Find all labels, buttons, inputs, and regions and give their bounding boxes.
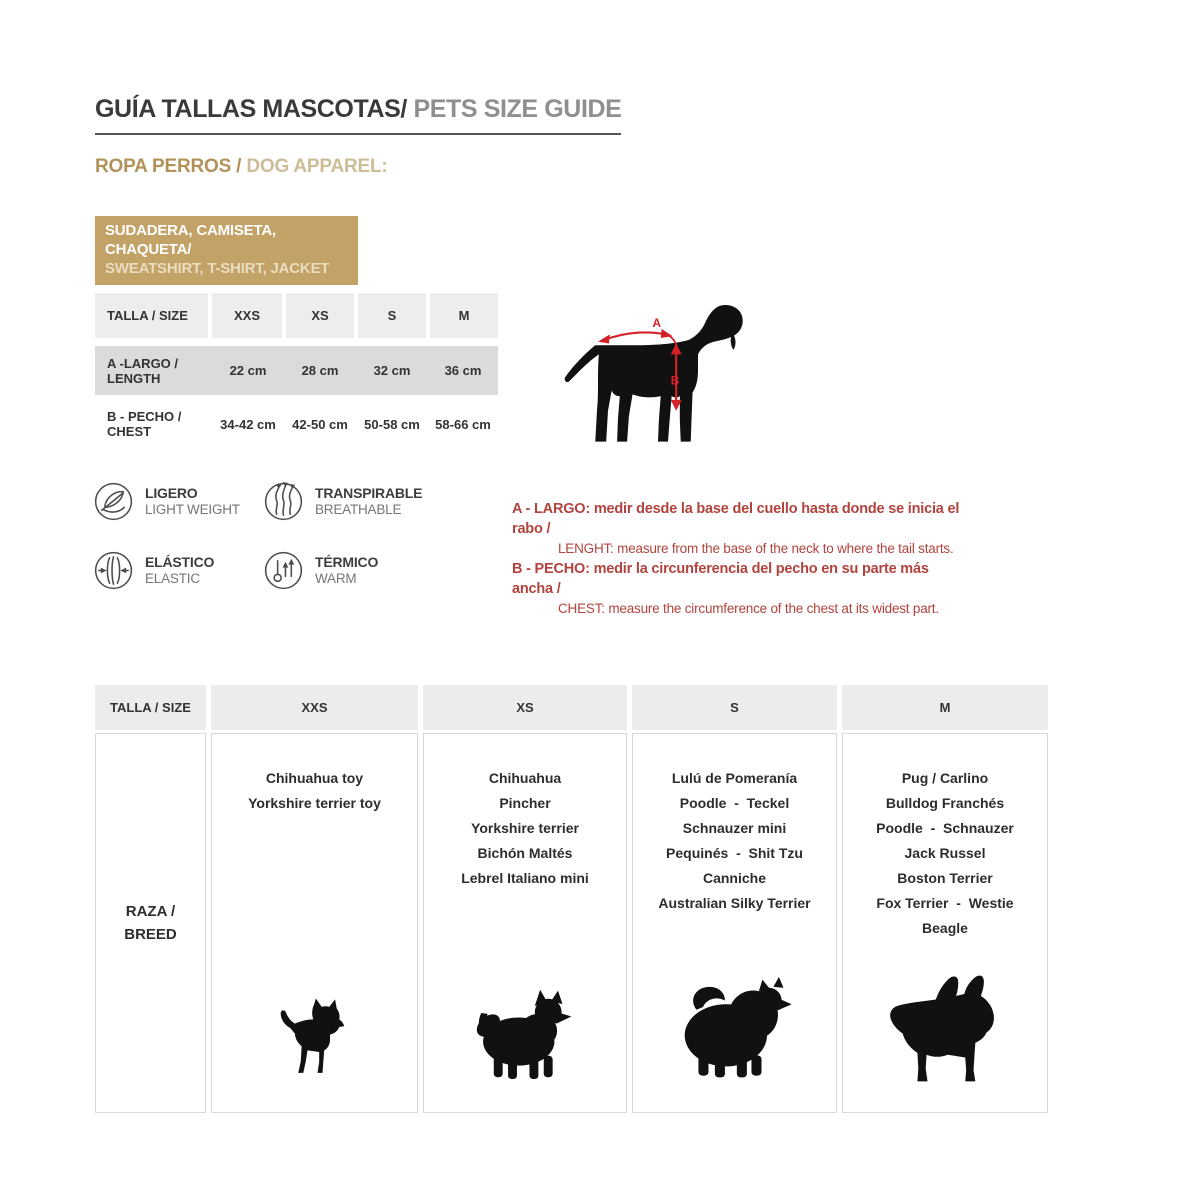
size-table-length-row [95,346,498,395]
section-subtitle [95,156,388,178]
size-table-header-talla: TALLA / SIZE [95,293,208,338]
breed-cell-xs [423,733,627,1113]
chihuahua-silhouette [269,996,361,1080]
breed-row-label-cell [95,733,206,1113]
length-row-label: A -LARGO / LENGTH [107,355,179,386]
pomeranian-silhouette [671,975,799,1080]
chest-row-label: B - PECHO / CHEST [107,409,182,439]
size-table-header-m: M [430,293,498,338]
breed-item: Chihuahua toy [265,770,364,786]
breed-cell-xxs [211,733,418,1113]
feature-name-en: BREATHABLE [315,502,402,517]
chest-xs-value: 42-50 cm [292,416,348,432]
subtitle-en: DOG APPAREL: [246,155,388,177]
label-a: A [652,316,662,331]
breed-item: Yorkshire terrier toy [248,795,381,811]
feature-name-es: TÉRMICO [315,554,379,570]
breed-cell-m [842,733,1048,1113]
page-title-en: PETS SIZE GUIDE [406,94,622,123]
feature-name-es: LIGERO [145,485,198,501]
breed-item: Lebrel Italiano mini [461,870,589,886]
note-b-normal: CHEST: measure the circumference of the chest at its widest part. [558,601,939,616]
size-table-header-xxs: XXS [212,293,282,338]
breed-item: Jack Russel [904,845,986,861]
breed-item: Pincher [499,795,551,811]
breed-header-xxs: XXS [211,685,418,730]
feather-lightweight-icon [93,481,134,522]
feature-name-es: TRANSPIRABLE [315,485,423,501]
measuring-diagram [552,298,764,448]
feature-name-en: ELASTIC [145,571,200,586]
feature-name-en: LIGHT WEIGHT [145,502,240,517]
length-s-value: 32 cm [373,363,411,378]
feature-elastic [93,550,214,591]
breed-item: Fox Terrier - Westie [876,895,1014,911]
breed-item: Lulú de Pomeranía [671,770,798,786]
thermal-icon [263,550,304,591]
breed-label: BREED [124,926,177,943]
size-table-header-xs: XS [286,293,354,338]
breed-item: Bichón Maltés [477,845,573,861]
note-a-normal: LENGHT: measure from the base of the neck to where the tail starts. [558,541,954,556]
measuring-notes [512,499,972,619]
breed-item: Australian Silky Terrier [658,895,811,911]
breed-header-xs: XS [423,685,627,730]
breed-item: Yorkshire terrier [471,820,579,836]
subtitle-es: ROPA PERROS / [95,155,247,177]
breed-cell-s [632,733,837,1113]
breed-item: Poodle - Schnauzer [876,820,1014,836]
breathable-icon [263,481,304,522]
length-xxs-value: 22 cm [229,363,267,378]
note-a-bold: A - LARGO: medir desde la base del cuello hasta donde se inicia el rabo / [512,501,960,537]
feature-warm [263,550,378,591]
size-table-header-s: S [358,293,426,338]
breed-item: Canniche [702,870,766,886]
size-table [95,293,498,450]
note-b-bold: B - PECHO: medir la circunferencia del pecho en su parte más ancha / [512,561,929,597]
longhair-chihuahua-silhouette [467,988,583,1082]
elastic-icon [93,550,134,591]
chest-s-value: 50-58 cm [364,416,420,432]
raza-label: RAZA / [125,903,176,920]
breed-header-m: M [842,685,1048,730]
breed-item: Schnauzer mini [682,820,787,836]
chest-m-value: 58-66 cm [435,416,491,432]
tongue-detail [731,334,736,349]
breed-table-body [95,733,1048,1113]
banner-line-en: SWEATSHIRT, T-SHIRT, JACKET [105,260,330,277]
size-table-header-row [95,293,498,338]
label-b: B [670,373,680,388]
garment-category-banner [95,216,358,285]
breed-item: Bulldog Franchés [885,795,1005,811]
breed-table [95,685,1048,1113]
breed-table-header-row [95,685,1048,730]
chest-xxs-value: 34-42 cm [220,416,276,432]
feature-lightweight [93,481,240,522]
breed-item: Pug / Carlino [901,770,989,786]
breed-item: Boston Terrier [897,870,993,886]
size-table-chest-row [95,398,498,450]
feature-name-en: WARM [315,571,357,586]
french-bulldog-silhouette [876,971,1014,1086]
breed-header-talla: TALLA / SIZE [95,685,206,730]
length-xs-value: 28 cm [301,363,339,378]
page-title [95,95,621,135]
feature-breathable [263,481,422,522]
length-m-value: 36 cm [444,363,482,378]
banner-line-es: SUDADERA, CAMISETA, CHAQUETA/ [105,222,276,258]
breed-item: Pequinés - Shit Tzu [666,845,803,861]
breed-item: Poodle - Teckel [679,795,790,811]
breed-item: Chihuahua [488,770,562,786]
breed-item: Beagle [922,920,968,936]
breed-header-s: S [632,685,837,730]
page-title-es: GUÍA TALLAS MASCOTAS/ [95,94,407,123]
feature-name-es: ELÁSTICO [145,554,215,570]
length-arrow-a [604,333,666,340]
